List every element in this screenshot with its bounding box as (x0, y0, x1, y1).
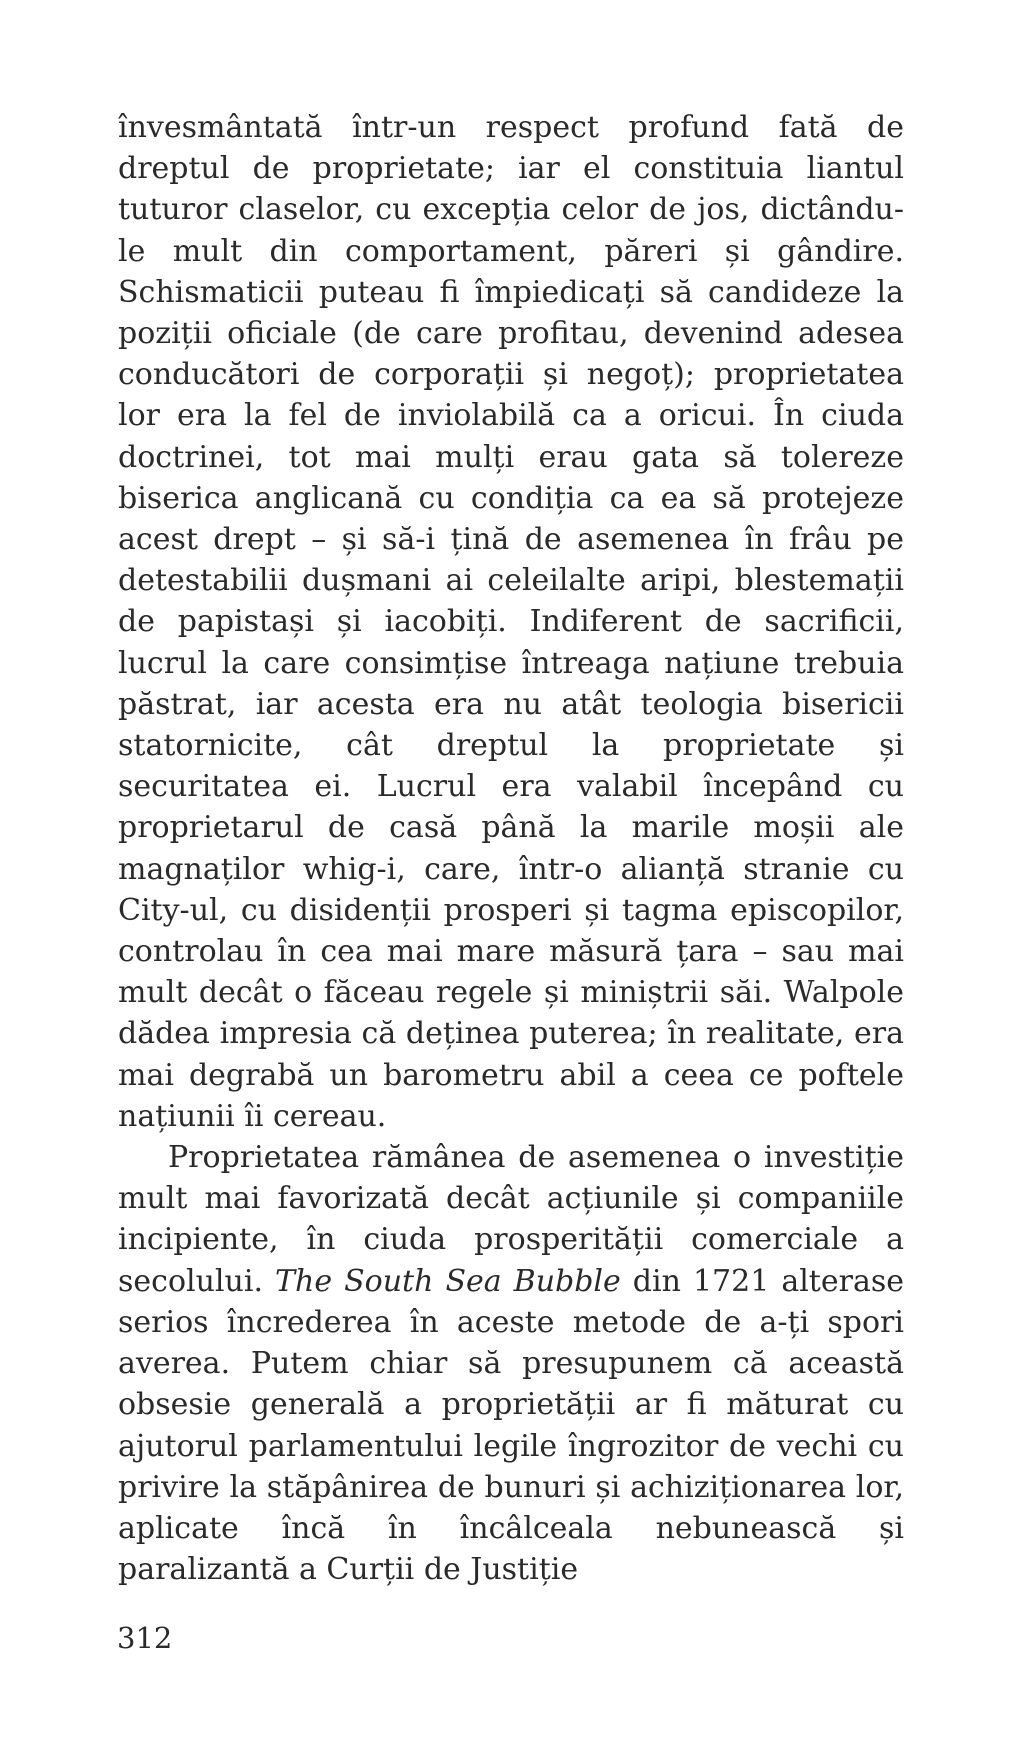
body-text (118, 107, 904, 1590)
italic-title-south-sea-bubble: The South Sea Bubble (275, 1263, 621, 1299)
page-number: 312 (117, 1621, 173, 1655)
paragraph-1: învesmântată într-un respect profund fată de dreptul de proprietate; iar el constituia liantul tuturor claselor, cu excepția celor de jos, dictându-le mult din comportament, păreri și gândire. Schismaticii puteau fi împiedicați să candideze la poziții oficiale (de care profitau, devenind adesea conducători de corporații și negoț); proprietatea lor era la fel de inviolabilă ca a oricui. În ciuda doctrinei, tot mai mulți erau gata să tolereze biserica anglicană cu condiția ca ea să protejeze acest drept – și să-i țină de asemenea în frâu pe detestabilii dușmani ai celeilalte aripi, blestemații de papistași și iacobiți. Indiferent de sacrificii, lucrul la care consimțise întreaga națiune trebuia păstrat, iar acesta era nu atât teologia bisericii statornicite, cât dreptul la proprietate și securitatea ei. Lucrul era valabil începând cu proprietarul de casă până la marile moșii ale magnaților whig-i, care, într-o alianță stranie cu City-ul, cu disidenții prosperi și tagma episcopilor, controlau în cea mai mare măsură țara – sau mai mult decât o făceau regele și miniștrii săi. Walpole dădea impresia că deținea puterea; în realitate, era mai degrabă un barometru abil a ceea ce poftele națiunii îi cereau. (118, 110, 904, 1134)
paragraph-2-text-start: Proprietatea rămânea de asemenea o investiție mult mai favorizată decât acțiunile și companiile incipiente, în ciuda prosperității comerciale a secolului. (118, 1140, 904, 1299)
paragraph-2-text-end: din 1721 alterase serios încrederea în aceste metode de a-ți spori averea. Putem chiar să presupunem că această obsesie generală a proprietății ar fi măturat cu ajutorul parlamentului legile îngrozitor de vechi cu privire la stăpânirea de bunuri și achiziționarea lor, aplicate încă în încâlceala nebunească și paralizantă a Curții de Justiție (118, 1263, 904, 1588)
paragraph-2 (118, 1137, 904, 1590)
